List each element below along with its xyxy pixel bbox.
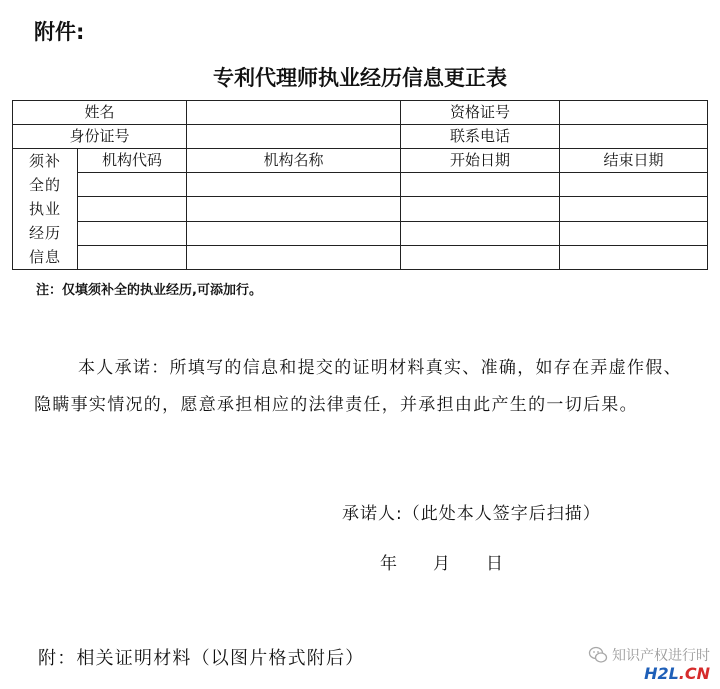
site-logo-part1: H2L (644, 664, 679, 683)
table-cell[interactable] (401, 197, 560, 221)
table-row (13, 125, 708, 149)
experience-side-label (13, 149, 78, 270)
site-logo-part2: .CN (678, 664, 710, 683)
table-cell[interactable] (401, 245, 560, 269)
date-month: 月 (433, 554, 450, 574)
side-label-line: 执业 (28, 200, 61, 218)
side-label-line: 须补 (28, 152, 61, 170)
appendix-line: 附：相关证明材料（以图片格式附后） (38, 648, 365, 669)
table-cell[interactable] (401, 221, 560, 245)
side-label-line: 经历 (28, 224, 61, 242)
column-header-org-name: 机构名称 (187, 149, 401, 173)
date-year: 年 (380, 554, 397, 574)
table-row (13, 173, 708, 197)
table-cell[interactable] (187, 197, 401, 221)
pledge-text: 本人承诺：所填写的信息和提交的证明材料真实、准确，如存在弄虚作假、隐瞒事实情况的，愿意承担相应的法律责任，并承担由此产生的一切后果。 (34, 358, 682, 415)
watermark (588, 645, 710, 665)
column-header-start-date: 开始日期 (401, 149, 560, 173)
table-cell[interactable] (78, 221, 187, 245)
table-cell[interactable] (78, 173, 187, 197)
side-label-line: 全的 (28, 176, 61, 194)
table-cell[interactable] (560, 245, 708, 269)
signer-line: 承诺人:（此处本人签字后扫描） (342, 504, 601, 524)
phone-value-cell[interactable] (560, 125, 708, 149)
table-cell[interactable] (401, 173, 560, 197)
table-row (13, 101, 708, 125)
table-cell[interactable] (560, 197, 708, 221)
column-header-org-code: 机构代码 (78, 149, 187, 173)
date-day: 日 (486, 554, 503, 574)
attachment-label: 附件: (34, 20, 85, 44)
qualification-label: 资格证号 (401, 101, 560, 125)
side-label-line: 信息 (28, 248, 61, 266)
table-cell[interactable] (187, 173, 401, 197)
wechat-icon (588, 645, 608, 665)
name-label: 姓名 (13, 101, 187, 125)
table-row (13, 197, 708, 221)
table-cell[interactable] (78, 245, 187, 269)
table-note: 注：仅填须补全的执业经历,可添加行。 (36, 283, 262, 298)
table-cell[interactable] (187, 221, 401, 245)
table-cell[interactable] (78, 197, 187, 221)
date-line (380, 549, 539, 574)
id-number-label: 身份证号 (13, 125, 187, 149)
column-header-end-date: 结束日期 (560, 149, 708, 173)
name-value-cell[interactable] (187, 101, 401, 125)
id-number-value-cell[interactable] (187, 125, 401, 149)
pledge-paragraph (34, 350, 684, 424)
watermark-account: 知识产权进行时 (612, 648, 710, 664)
table-row (13, 221, 708, 245)
table-row (13, 149, 708, 173)
table-row (13, 245, 708, 269)
phone-label: 联系电话 (401, 125, 560, 149)
qualification-value-cell[interactable] (560, 101, 708, 125)
info-correction-table (12, 100, 708, 270)
form-title: 专利代理师执业经历信息更正表 (213, 66, 507, 90)
site-logo (644, 664, 710, 683)
table-cell[interactable] (560, 173, 708, 197)
table-cell[interactable] (560, 221, 708, 245)
table-cell[interactable] (187, 245, 401, 269)
